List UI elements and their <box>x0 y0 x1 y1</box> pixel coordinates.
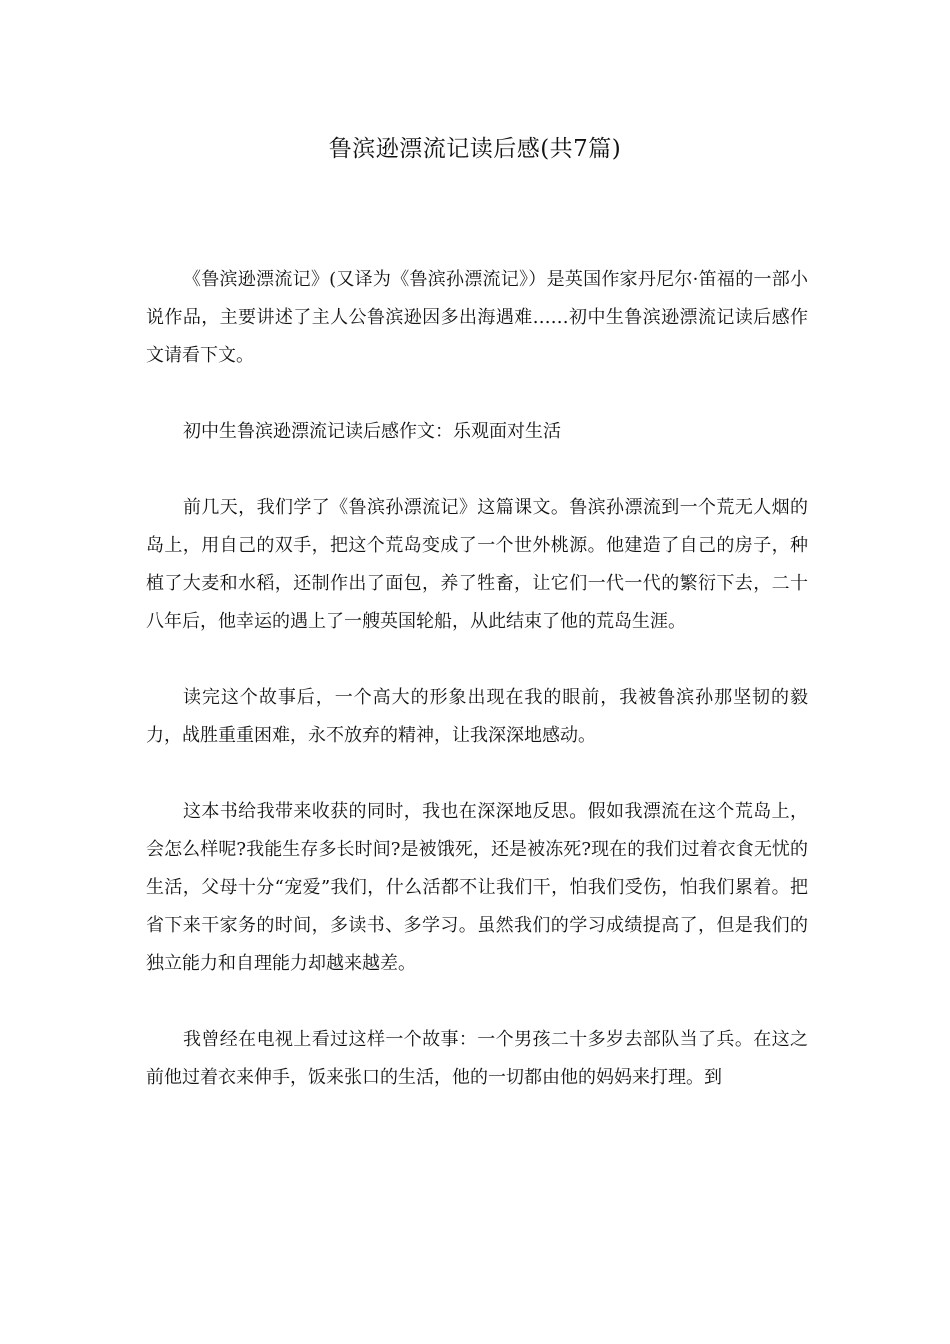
paragraph-tv-story: 我曾经在电视上看过这样一个故事：一个男孩二十多岁去部队当了兵。在这之前他过着衣来伸手，饭来张口的生活，他的一切都由他的妈妈来打理。到 <box>146 1029 808 1088</box>
essay-subtitle: 初中生鲁滨逊漂流记读后感作文：乐观面对生活 <box>183 421 561 442</box>
document-title: 鲁滨逊漂流记读后感(共7篇) <box>328 136 622 162</box>
intro-paragraph: 《鲁滨逊漂流记》(又译为《鲁滨孙漂流记》）是英国作家丹尼尔·笛福的一部小说作品，主要讲述了主人公鲁滨逊因多出海遇难……初中生鲁滨逊漂流记读后感作文请看下文。 <box>146 269 808 366</box>
document-body <box>146 261 808 1097</box>
paragraph-story-summary: 前几天，我们学了《鲁滨孙漂流记》这篇课文。鲁滨孙漂流到一个荒无人烟的岛上，用自己的双手，把这个荒岛变成了一个世外桃源。他建造了自己的房子，种植了大麦和水稻，还制作出了面包，养了牲畜，让它们一代一代的繁衍下去，二十八年后，他幸运的遇上了一艘英国轮船，从此结束了他的荒岛生涯。 <box>146 497 808 632</box>
paragraph-impression: 读完这个故事后，一个高大的形象出现在我的眼前，我被鲁滨孙那坚韧的毅力，战胜重重困难，永不放弃的精神，让我深深地感动。 <box>146 687 808 746</box>
paragraph-reflection: 这本书给我带来收获的同时，我也在深深地反思。假如我漂流在这个荒岛上，会怎么样呢?我能生存多长时间?是被饿死，还是被冻死?现在的我们过着衣食无忧的生活，父母十分“宠爱”我们，什么活都不让我们干，怕我们受伤，怕我们累着。把省下来干家务的时间，多读书、多学习。虽然我们的学习成绩提高了，但是我们的独立能力和自理能力却越来越差。 <box>146 801 808 974</box>
